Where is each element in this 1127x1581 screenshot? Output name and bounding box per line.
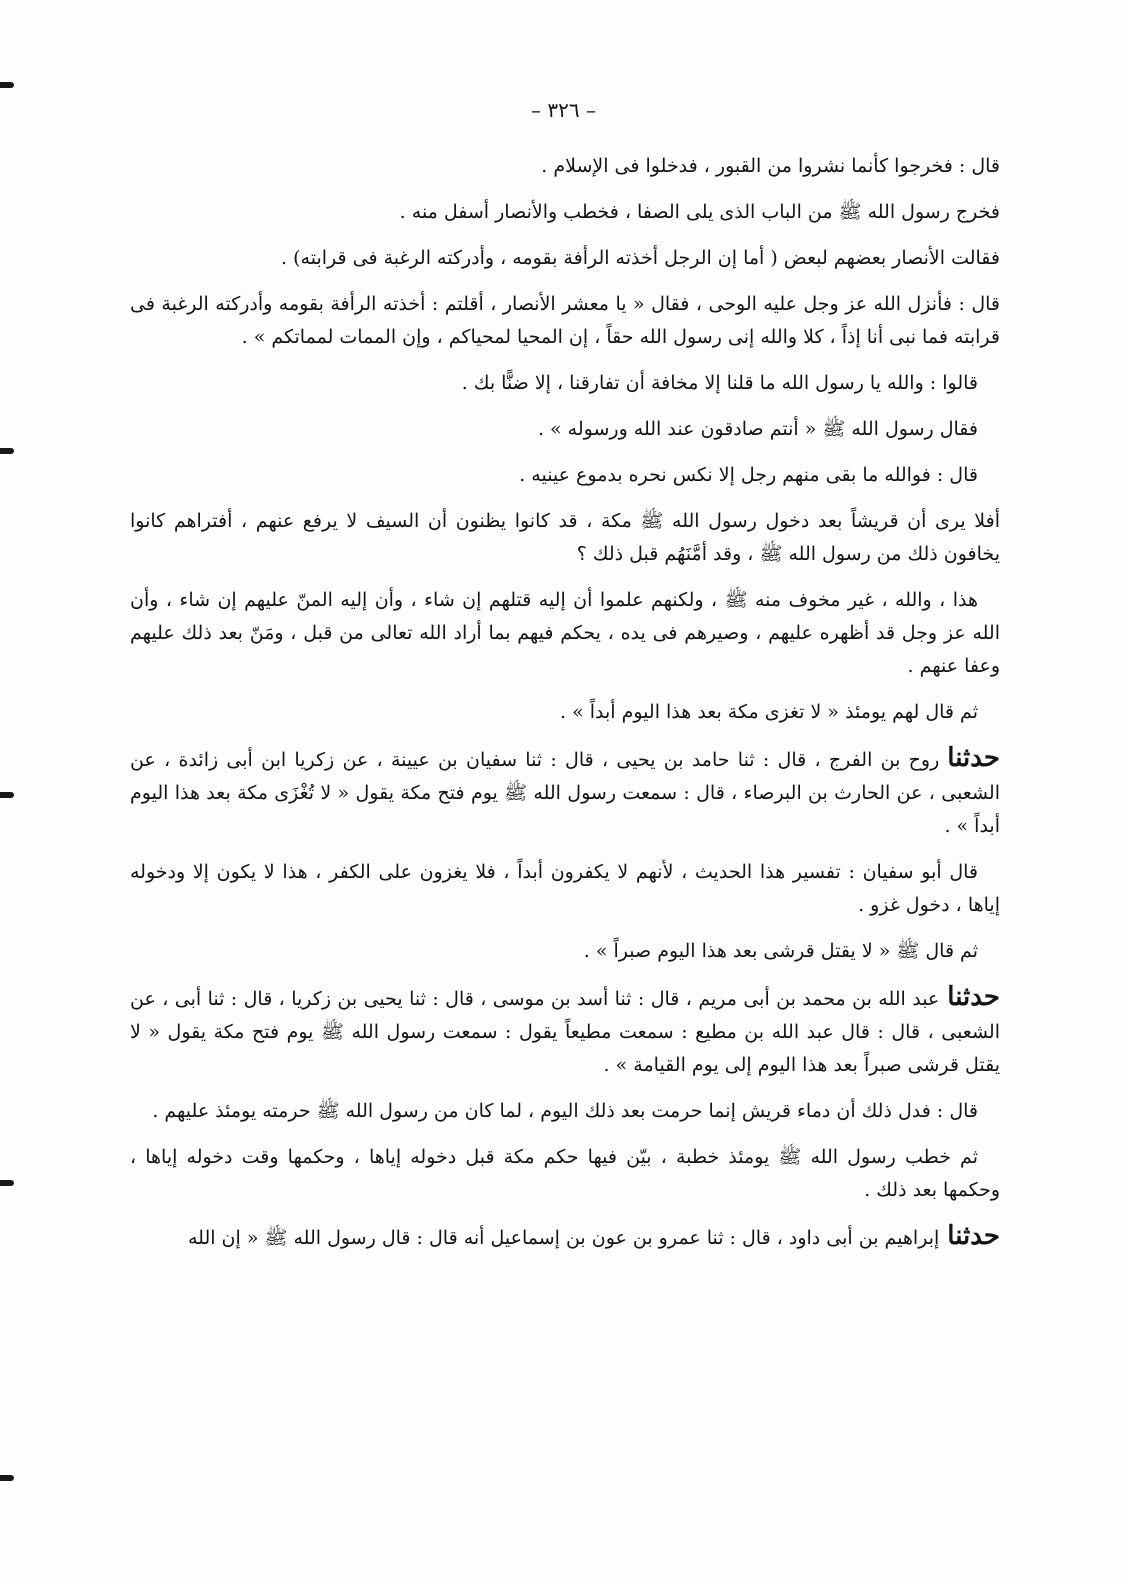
paragraph-text: قال : فوالله ما بقى منهم رجل إلا نكس نحره بدموع عينيه . xyxy=(519,464,978,486)
paragraph-text: إبراهيم بن أبى داود ، قال : ثنا عمرو بن عون بن إسماعيل أنه قال : قال رسول الله ﷺ « إن الله xyxy=(187,1227,940,1249)
paragraph xyxy=(130,288,1000,354)
margin-mark xyxy=(0,1180,14,1186)
paragraph xyxy=(130,150,1000,183)
paragraph-text: أفلا يرى أن قريشاً بعد دخول رسول الله ﷺ مكة ، قد كانوا يظنون أن السيف لا يرفع عنهم ، أفتراهم كانوا يخافون ذلك من رسول الله ﷺ ، وقد أمَّنَهُم قبل ذلك ؟ xyxy=(130,510,1000,565)
hadith-lead-word: حدثنا xyxy=(947,982,1000,1012)
paragraph-text: فخرج رسول الله ﷺ من الباب الذى يلى الصفا ، فخطب والأنصار أسفل منه . xyxy=(399,201,1000,223)
paragraph xyxy=(130,505,1000,571)
paragraph xyxy=(130,935,1000,968)
paragraph xyxy=(130,1095,1000,1128)
paragraph-text: هذا ، والله ، غير مخوف منه ﷺ ، ولكنهم علموا أن إليه قتلهم إن شاء ، وأن إليه المنّ عليهم إن شاء ، وأن الله عز وجل قد أظهره عليهم ، وصيرهم فى يده ، يحكم فيهم بما أراد الله تعالى من قبل ، ومَنّ بعد ذلك عليهم وعفا عنهم . xyxy=(130,589,1000,677)
paragraph xyxy=(130,856,1000,922)
paragraph xyxy=(130,367,1000,400)
paragraph-text: عبد الله بن محمد بن أبى مريم ، قال : ثنا أسد بن موسى ، قال : ثنا يحيى بن زكريا ، قال : ثنا أبى ، عن الشعبى ، قال : قال عبد الله بن مطيع : سمعت مطيعاً يقول : سمعت رسول الله ﷺ يوم فتح مكة يقول « لا يقتل قرشى صبراً بعد هذا اليوم إلى يوم القيامة » . xyxy=(130,988,1000,1076)
hadith-paragraph xyxy=(130,742,1000,843)
paragraph-text: ثم خطب رسول الله ﷺ يومئذ خطبة ، بيّن فيها حكم مكة قبل دخوله إياها ، وحكمها وقت دخوله إياها ، وحكمها بعد ذلك . xyxy=(130,1146,1000,1201)
paragraph xyxy=(130,1141,1000,1207)
paragraph xyxy=(130,242,1000,275)
page-number: – ٣٢٦ – xyxy=(531,98,596,122)
paragraph xyxy=(130,459,1000,492)
paragraph xyxy=(130,584,1000,683)
hadith-paragraph xyxy=(130,981,1000,1082)
paragraph-text: قال : فأنزل الله عز وجل عليه الوحى ، فقال « يا معشر الأنصار ، أقلتم : أخذته الرأفة بقومه وأدركته الرغبة فى قرابته فما نبى أنا إذاً ، كلا والله إنى رسول الله حقاً ، إن المحيا لمحياكم ، وإن الممات لمماتكم » . xyxy=(130,293,1000,348)
paragraph-text: روح بن الفرج ، قال : ثنا حامد بن يحيى ، قال : ثنا سفيان بن عيينة ، عن زكريا ابن أبى زائدة ، عن الشعبى ، عن الحارث بن البرصاء ، قال : سمعت رسول الله ﷺ يوم فتح مكة يقول « لا تُغْزَى مكة بعد هذا اليوم أبداً » . xyxy=(130,749,1000,837)
margin-mark xyxy=(0,1475,14,1481)
paragraph-text: قال : فدل ذلك أن دماء قريش إنما حرمت بعد ذلك اليوم ، لما كان من رسول الله ﷺ حرمته يومئذ عليهم . xyxy=(152,1100,978,1122)
margin-mark xyxy=(0,82,14,88)
paragraph-text: قال أبو سفيان : تفسير هذا الحديث ، لأنهم لا يكفرون أبداً ، فلا يغزون على الكفر ، هذا لا يكون إلا ودخوله إياها ، دخول غزو . xyxy=(130,861,1000,916)
hadith-paragraph xyxy=(130,1220,1000,1255)
paragraph-text: فقالت الأنصار بعضهم لبعض ( أما إن الرجل أخذته الرأفة بقومه ، وأدركته الرغبة فى قرابته) . xyxy=(281,247,1000,269)
paragraph-text: ثم قال ﷺ « لا يقتل قرشى بعد هذا اليوم صبراً » . xyxy=(583,940,978,962)
margin-mark xyxy=(0,792,14,798)
hadith-lead-word: حدثنا xyxy=(947,1221,1000,1251)
hadith-lead-word: حدثنا xyxy=(947,743,1000,773)
paragraph xyxy=(130,196,1000,229)
margin-mark xyxy=(0,448,14,454)
paragraph xyxy=(130,696,1000,729)
paragraph xyxy=(130,413,1000,446)
main-text xyxy=(130,150,1000,1268)
paragraph-text: فقال رسول الله ﷺ « أنتم صادقون عند الله ورسوله » . xyxy=(537,418,978,440)
paragraph-text: ثم قال لهم يومئذ « لا تغزى مكة بعد هذا اليوم أبداً » . xyxy=(560,701,978,723)
paragraph-text: قالوا : والله يا رسول الله ما قلنا إلا مخافة أن تفارقنا ، إلا ضنًّا بك . xyxy=(461,372,978,394)
paragraph-text: قال : فخرجوا كأنما نشروا من القبور ، فدخلوا فى الإسلام . xyxy=(541,155,1000,177)
